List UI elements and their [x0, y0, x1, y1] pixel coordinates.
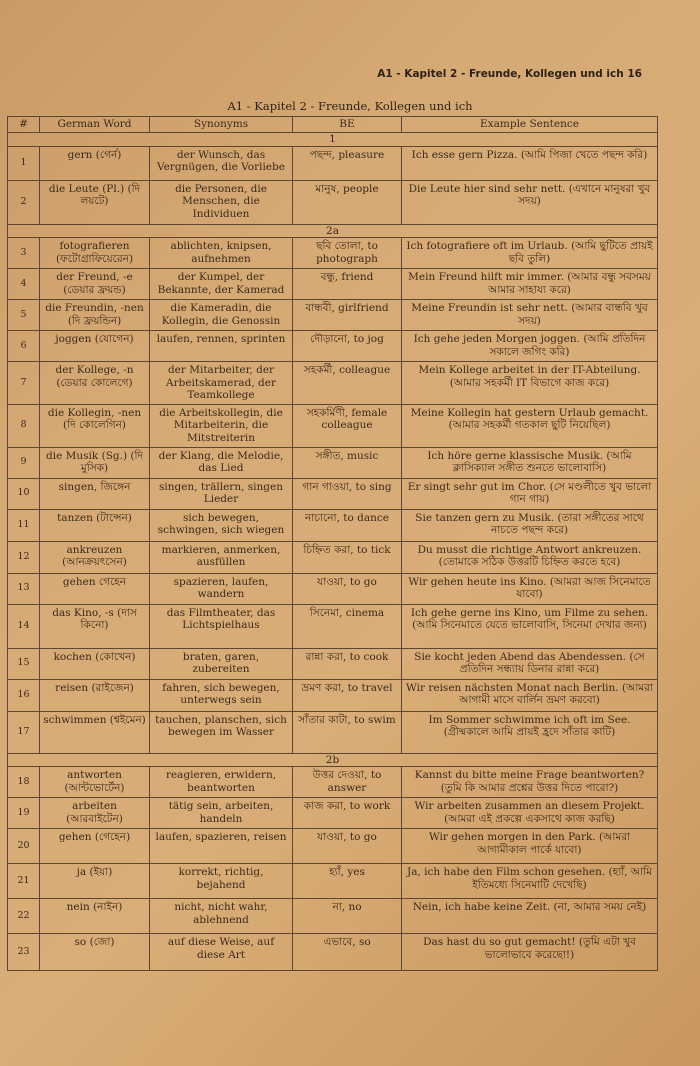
- section-label: 2a: [8, 224, 658, 238]
- example-sentence-cell: Ich höre gerne klassische Musik. (আমি ক্লাসিক্যাল সঙ্গীত শুনতে ভালোবাসি): [402, 447, 658, 478]
- synonyms-cell: spazieren, laufen, wandern: [150, 573, 293, 604]
- be-cell: এভাবে, so: [293, 934, 402, 971]
- example-sentence-cell: Sie kocht jeden Abend das Abendessen. (সে প্রতিদিন সন্ধ্যায় ডিনার রান্না করে): [402, 648, 658, 679]
- table-row: [8, 573, 658, 604]
- table-row: [8, 711, 658, 753]
- be-cell: হ্যাঁ, yes: [293, 864, 402, 899]
- german-word-cell: die Kollegin, -nen (দি কোলেগিন): [40, 404, 150, 447]
- table-row: [8, 899, 658, 934]
- synonyms-cell: sich bewegen, schwingen, sich wiegen: [150, 509, 293, 541]
- german-word-cell: gehen (গেহেন): [40, 829, 150, 864]
- german-word-cell: gern (গের্ন): [40, 146, 150, 180]
- be-cell: যাওয়া, to go: [293, 829, 402, 864]
- synonyms-cell: markieren, anmerken, ausfüllen: [150, 541, 293, 573]
- example-sentence-cell: Mein Kollege arbeitet in der IT-Abteilung. (আমার সহকর্মী IT বিভাগে কাজ করে): [402, 362, 658, 405]
- section-row: [8, 224, 658, 238]
- be-cell: কাজ করা, to work: [293, 798, 402, 829]
- german-word-cell: tanzen (টান্সেন): [40, 509, 150, 541]
- be-cell: বান্ধবী, girlfriend: [293, 300, 402, 331]
- be-cell: রান্না করা, to cook: [293, 648, 402, 679]
- row-number: 5: [8, 300, 40, 331]
- running-header: A1 - Kapitel 2 - Freunde, Kollegen und ich 16: [377, 68, 642, 80]
- example-sentence-cell: Im Sommer schwimme ich oft im See. (গ্রীষ্মকালে আমি প্রায়ই হ্রদে সাঁতার কাটি): [402, 711, 658, 753]
- german-word-cell: das Kino, -s (দাস কিনো): [40, 604, 150, 648]
- example-sentence-cell: Mein Freund hilft mir immer. (আমার বন্ধু সবসময় আমার সাহায্য করে): [402, 269, 658, 300]
- example-sentence-cell: Ja, ich habe den Film schon gesehen. (হ্যাঁ, আমি ইতিমধ্যে সিনেমাটি দেখেছি): [402, 864, 658, 899]
- synonyms-cell: laufen, spazieren, reisen: [150, 829, 293, 864]
- synonyms-cell: der Mitarbeiter, der Arbeitskamerad, der Teamkollege: [150, 362, 293, 405]
- be-cell: নাচানো, to dance: [293, 509, 402, 541]
- row-number: 8: [8, 404, 40, 447]
- row-number: 15: [8, 648, 40, 679]
- be-cell: সিনেমা, cinema: [293, 604, 402, 648]
- row-number: 11: [8, 509, 40, 541]
- german-word-cell: nein (নাইন): [40, 899, 150, 934]
- example-sentence-cell: Kannst du bitte meine Frage beantworten? (তুমি কি আমার প্রশ্নের উত্তর দিতে পারো?): [402, 767, 658, 798]
- example-sentence-cell: Wir gehen morgen in den Park. (আমরা আগামীকাল পার্কে যাবো): [402, 829, 658, 864]
- section-row: [8, 133, 658, 147]
- table-row: [8, 362, 658, 405]
- german-word-cell: reisen (রাইজেন): [40, 679, 150, 711]
- be-cell: সাঁতার কাটা, to swim: [293, 711, 402, 753]
- be-cell: বন্ধু, friend: [293, 269, 402, 300]
- table-row: [8, 829, 658, 864]
- row-number: 20: [8, 829, 40, 864]
- german-word-cell: ankreuzen (আনক্রয়ৎসেন): [40, 541, 150, 573]
- synonyms-cell: die Arbeitskollegin, die Mitarbeiterin, die Mitstreiterin: [150, 404, 293, 447]
- example-sentence-cell: Ich gehe gerne ins Kino, um Filme zu sehen. (আমি সিনেমাতে যেতে ভালোবাসি, সিনেমা দেখার জন্য): [402, 604, 658, 648]
- be-cell: যাওয়া, to go: [293, 573, 402, 604]
- be-cell: দৌড়ানো, to jog: [293, 331, 402, 362]
- be-cell: ভ্রমণ করা, to travel: [293, 679, 402, 711]
- column-header-german-word: German Word: [40, 117, 150, 133]
- german-word-cell: joggen (যোগেন): [40, 331, 150, 362]
- table-row: [8, 864, 658, 899]
- be-cell: ছবি তোলা, to photograph: [293, 238, 402, 269]
- synonyms-cell: korrekt, richtig, bejahend: [150, 864, 293, 899]
- german-word-cell: fotografieren (ফটোগ্রাফিয়েরেন): [40, 238, 150, 269]
- table-row: [8, 934, 658, 971]
- table-row: [8, 541, 658, 573]
- synonyms-cell: reagieren, erwidern, beantworten: [150, 767, 293, 798]
- example-sentence-cell: Sie tanzen gern zu Musik. (তারা সঙ্গীতের সাথে নাচতে পছন্দ করে): [402, 509, 658, 541]
- vocabulary-table: [7, 116, 658, 971]
- row-number: 12: [8, 541, 40, 573]
- example-sentence-cell: Ich gehe jeden Morgen joggen. (আমি প্রতিদিন সকালে জগিং করি): [402, 331, 658, 362]
- table-row: [8, 238, 658, 269]
- german-word-cell: der Kollege, -n (ডেয়ার কোলেগে): [40, 362, 150, 405]
- example-sentence-cell: Das hast du so gut gemacht! (তুমি এটা খুব ভালোভাবে করেছো!): [402, 934, 658, 971]
- be-cell: সহকর্মিণী, female colleague: [293, 404, 402, 447]
- row-number: 7: [8, 362, 40, 405]
- example-sentence-cell: Ich esse gern Pizza. (আমি পিজা খেতে পছন্দ করি): [402, 146, 658, 180]
- table-row: [8, 300, 658, 331]
- table-row: [8, 509, 658, 541]
- synonyms-cell: auf diese Weise, auf diese Art: [150, 934, 293, 971]
- table-header-row: [8, 117, 658, 133]
- section-row: [8, 753, 658, 767]
- column-header-example: Example Sentence: [402, 117, 658, 133]
- row-number: 1: [8, 146, 40, 180]
- row-number: 9: [8, 447, 40, 478]
- synonyms-cell: das Filmtheater, das Lichtspielhaus: [150, 604, 293, 648]
- be-cell: পছন্দ, pleasure: [293, 146, 402, 180]
- synonyms-cell: nicht, nicht wahr, ablehnend: [150, 899, 293, 934]
- example-sentence-cell: Ich fotografiere oft im Urlaub. (আমি ছুটিতে প্রায়ই ছবি তুলি): [402, 238, 658, 269]
- section-label: 1: [8, 133, 658, 147]
- german-word-cell: schwimmen (শ্বইমেন): [40, 711, 150, 753]
- synonyms-cell: der Wunsch, das Vergnügen, die Vorliebe: [150, 146, 293, 180]
- synonyms-cell: tauchen, planschen, sich bewegen im Wasser: [150, 711, 293, 753]
- table-row: [8, 447, 658, 478]
- row-number: 16: [8, 679, 40, 711]
- table-row: [8, 767, 658, 798]
- synonyms-cell: braten, garen, zubereiten: [150, 648, 293, 679]
- example-sentence-cell: Die Leute hier sind sehr nett. (এখানে মানুষরা খুব সদয়): [402, 180, 658, 224]
- row-number: 6: [8, 331, 40, 362]
- german-word-cell: singen, জিঙ্গেন: [40, 478, 150, 509]
- be-cell: চিহ্নিত করা, to tick: [293, 541, 402, 573]
- synonyms-cell: der Klang, die Melodie, das Lied: [150, 447, 293, 478]
- german-word-cell: die Freundin, -nen (দি ফ্রয়ন্ডিন): [40, 300, 150, 331]
- row-number: 10: [8, 478, 40, 509]
- synonyms-cell: tätig sein, arbeiten, handeln: [150, 798, 293, 829]
- column-header-be: BE: [293, 117, 402, 133]
- german-word-cell: arbeiten (আরবাইটেন): [40, 798, 150, 829]
- example-sentence-cell: Du musst die richtige Antwort ankreuzen. (তোমাকে সঠিক উত্তরটি চিহ্নিত করতে হবে): [402, 541, 658, 573]
- synonyms-cell: der Kumpel, der Bekannte, der Kamerad: [150, 269, 293, 300]
- table-title: A1 - Kapitel 2 - Freunde, Kollegen und ich: [227, 99, 473, 113]
- row-number: 3: [8, 238, 40, 269]
- table-row: [8, 798, 658, 829]
- synonyms-cell: die Personen, die Menschen, die Individuen: [150, 180, 293, 224]
- column-header-synonyms: Synonyms: [150, 117, 293, 133]
- table-row: [8, 146, 658, 180]
- synonyms-cell: die Kameradin, die Kollegin, die Genossin: [150, 300, 293, 331]
- table-row: [8, 180, 658, 224]
- row-number: 2: [8, 180, 40, 224]
- row-number: 17: [8, 711, 40, 753]
- row-number: 13: [8, 573, 40, 604]
- synonyms-cell: ablichten, knipsen, aufnehmen: [150, 238, 293, 269]
- example-sentence-cell: Er singt sehr gut im Chor. (সে মণ্ডলীতে খুব ভালো গান গায়): [402, 478, 658, 509]
- example-sentence-cell: Wir arbeiten zusammen an diesem Projekt. (আমরা এই প্রকল্পে একসাথে কাজ করছি): [402, 798, 658, 829]
- table-row: [8, 478, 658, 509]
- example-sentence-cell: Nein, ich habe keine Zeit. (না, আমার সময় নেই): [402, 899, 658, 934]
- section-label: 2b: [8, 753, 658, 767]
- row-number: 19: [8, 798, 40, 829]
- german-word-cell: ja (ইয়া): [40, 864, 150, 899]
- table-row: [8, 404, 658, 447]
- german-word-cell: so (জো): [40, 934, 150, 971]
- table-row: [8, 269, 658, 300]
- table-row: [8, 331, 658, 362]
- german-word-cell: kochen (কোখেন): [40, 648, 150, 679]
- table-row: [8, 604, 658, 648]
- be-cell: সঙ্গীত, music: [293, 447, 402, 478]
- german-word-cell: antworten (আন্টভোর্টেন): [40, 767, 150, 798]
- german-word-cell: die Musik (Sg.) (দি মুসিক): [40, 447, 150, 478]
- row-number: 4: [8, 269, 40, 300]
- column-header-number: #: [8, 117, 40, 133]
- be-cell: উত্তর দেওয়া, to answer: [293, 767, 402, 798]
- be-cell: না, no: [293, 899, 402, 934]
- row-number: 18: [8, 767, 40, 798]
- german-word-cell: der Freund, -e (ডেয়ার ফ্রয়ন্ড): [40, 269, 150, 300]
- synonyms-cell: fahren, sich bewegen, unterwegs sein: [150, 679, 293, 711]
- german-word-cell: gehen গেহেন: [40, 573, 150, 604]
- example-sentence-cell: Wir gehen heute ins Kino. (আমরা আজ সিনেমাতে যাবো): [402, 573, 658, 604]
- be-cell: সহকর্মী, colleague: [293, 362, 402, 405]
- synonyms-cell: laufen, rennen, sprinten: [150, 331, 293, 362]
- synonyms-cell: singen, trällern, singen Lieder: [150, 478, 293, 509]
- row-number: 14: [8, 604, 40, 648]
- example-sentence-cell: Meine Freundin ist sehr nett. (আমার বান্ধবি খুব সদয়): [402, 300, 658, 331]
- german-word-cell: die Leute (Pl.) (দি লয়টে): [40, 180, 150, 224]
- row-number: 21: [8, 864, 40, 899]
- example-sentence-cell: Wir reisen nächsten Monat nach Berlin. (আমরা আগামী মাসে বার্লিন ভ্রমণ করবো): [402, 679, 658, 711]
- example-sentence-cell: Meine Kollegin hat gestern Urlaub gemacht. (আমার সহকর্মী গতকাল ছুটি নিয়েছিল): [402, 404, 658, 447]
- table-row: [8, 648, 658, 679]
- row-number: 23: [8, 934, 40, 971]
- be-cell: মানুষ, people: [293, 180, 402, 224]
- table-row: [8, 679, 658, 711]
- table-body: [8, 133, 658, 971]
- row-number: 22: [8, 899, 40, 934]
- be-cell: গান গাওয়া, to sing: [293, 478, 402, 509]
